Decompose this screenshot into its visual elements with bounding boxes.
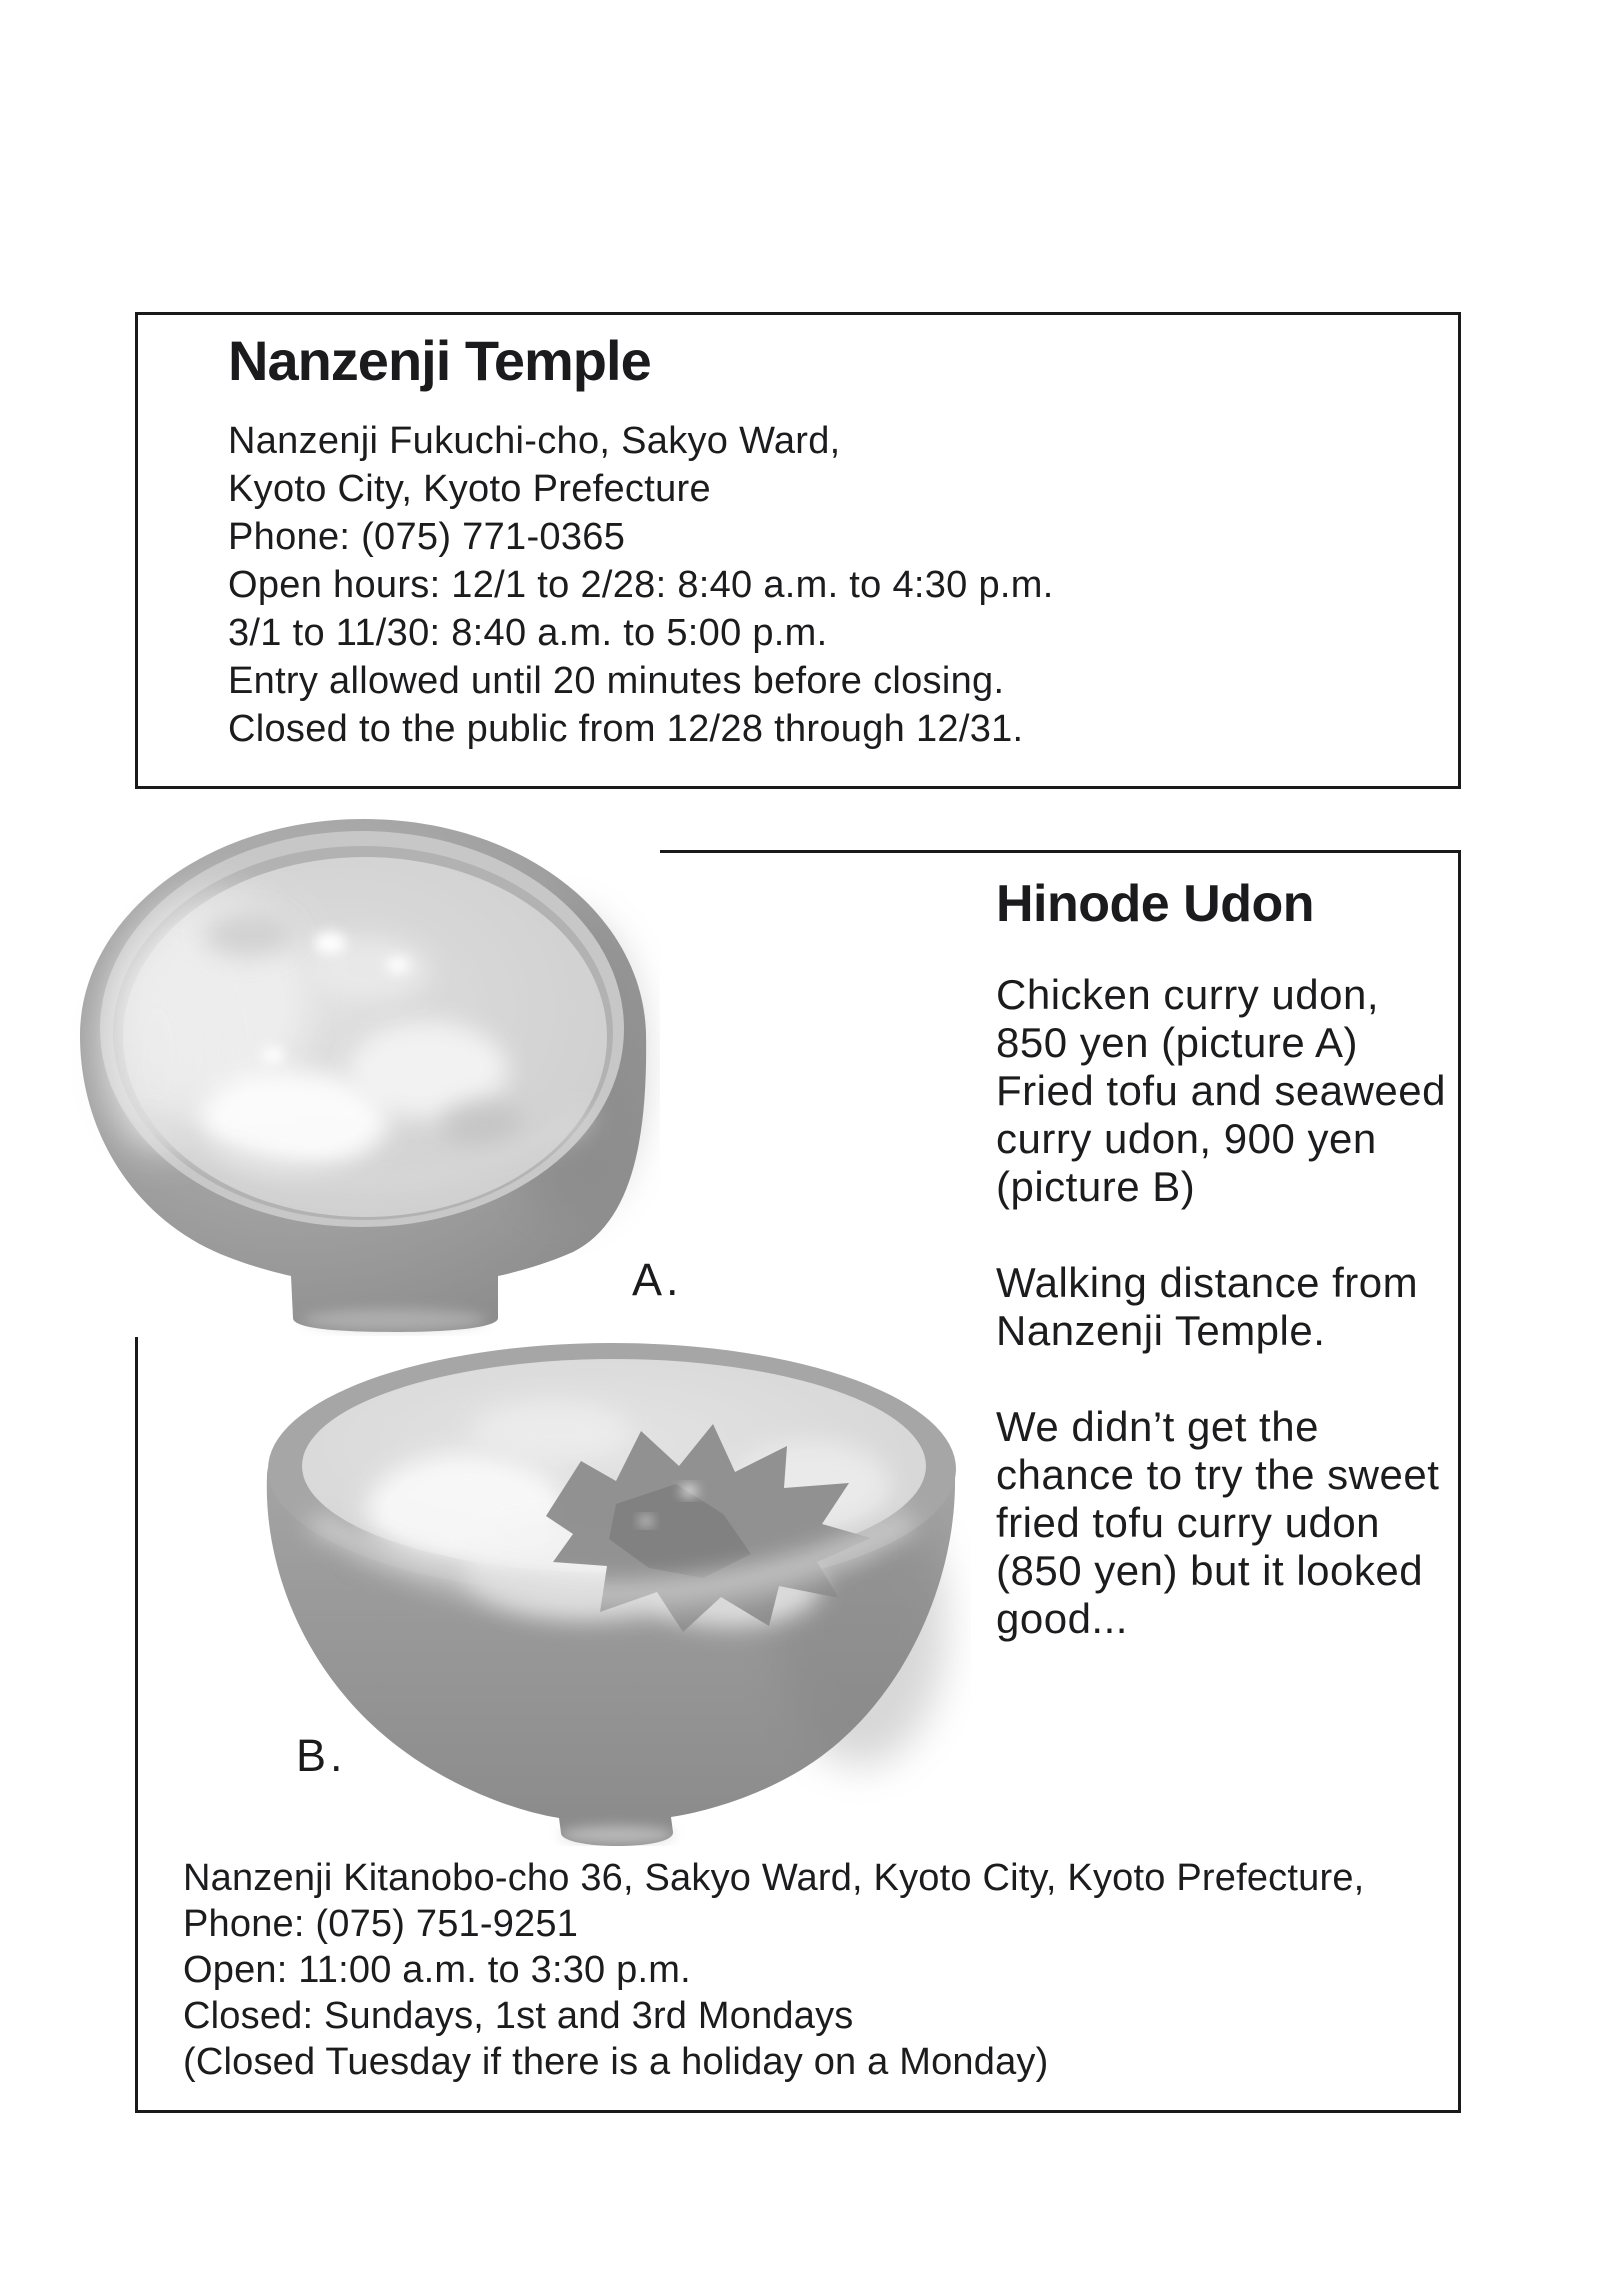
restaurant-holiday-line: (Closed Tuesday if there is a holiday on a Monday) bbox=[183, 2041, 1049, 2083]
restaurant-description-column bbox=[996, 873, 1476, 1643]
restaurant-distance-paragraph bbox=[996, 1259, 1476, 1355]
note-line-1: We didn’t get the bbox=[996, 1403, 1319, 1450]
temple-address-line-2: Kyoto City, Kyoto Prefecture bbox=[228, 468, 711, 510]
menu-line-3: Fried tofu and seaweed bbox=[996, 1067, 1446, 1114]
note-line-3: fried tofu curry udon bbox=[996, 1499, 1381, 1546]
temple-entry-line: Entry allowed until 20 minutes before closing. bbox=[228, 660, 1005, 702]
restaurant-phone-line: Phone: (075) 751-9251 bbox=[183, 1903, 579, 1945]
restaurant-menu-paragraph bbox=[996, 971, 1476, 1211]
menu-line-4: curry udon, 900 yen bbox=[996, 1115, 1377, 1162]
picture-b-label: B. bbox=[296, 1730, 347, 1781]
temple-phone-line: Phone: (075) 771-0365 bbox=[228, 516, 626, 558]
distance-line-1: Walking distance from bbox=[996, 1259, 1419, 1306]
temple-closed-line: Closed to the public from 12/28 through 12/31. bbox=[228, 708, 1024, 750]
bowl-b-photo bbox=[251, 1336, 971, 1846]
restaurant-note-paragraph bbox=[996, 1403, 1476, 1643]
note-line-5: good... bbox=[996, 1595, 1128, 1642]
restaurant-open-line: Open: 11:00 a.m. to 3:30 p.m. bbox=[183, 1949, 691, 1991]
restaurant-card-title: Hinode Udon bbox=[996, 875, 1315, 933]
temple-hours-line-1: Open hours: 12/1 to 2/28: 8:40 a.m. to 4:30 p.m. bbox=[228, 564, 1054, 606]
temple-card-details bbox=[228, 417, 1054, 753]
temple-hours-line-2: 3/1 to 11/30: 8:40 a.m. to 5:00 p.m. bbox=[228, 612, 828, 654]
temple-address-line-1: Nanzenji Fukuchi-cho, Sakyo Ward, bbox=[228, 420, 841, 462]
restaurant-info-card bbox=[135, 850, 1461, 2113]
note-line-2: chance to try the sweet bbox=[996, 1451, 1440, 1498]
bowl-a-photo bbox=[68, 815, 660, 1337]
menu-line-1: Chicken curry udon, bbox=[996, 971, 1380, 1018]
note-line-4: (850 yen) but it looked bbox=[996, 1547, 1424, 1594]
menu-line-2: 850 yen (picture A) bbox=[996, 1019, 1359, 1066]
distance-line-2: Nanzenji Temple. bbox=[996, 1307, 1326, 1354]
restaurant-closed-line: Closed: Sundays, 1st and 3rd Mondays bbox=[183, 1995, 854, 2037]
bowl-a-illustration bbox=[68, 815, 660, 1337]
restaurant-contact-details bbox=[183, 1855, 1364, 2085]
menu-line-5: (picture B) bbox=[996, 1163, 1196, 1210]
picture-a-label: A. bbox=[632, 1254, 683, 1305]
temple-info-card bbox=[135, 312, 1461, 789]
restaurant-address-line: Nanzenji Kitanobo-cho 36, Sakyo Ward, Kyoto City, Kyoto Prefecture, bbox=[183, 1857, 1365, 1899]
temple-card-title: Nanzenji Temple bbox=[228, 329, 651, 392]
bowl-b-illustration bbox=[251, 1336, 971, 1846]
